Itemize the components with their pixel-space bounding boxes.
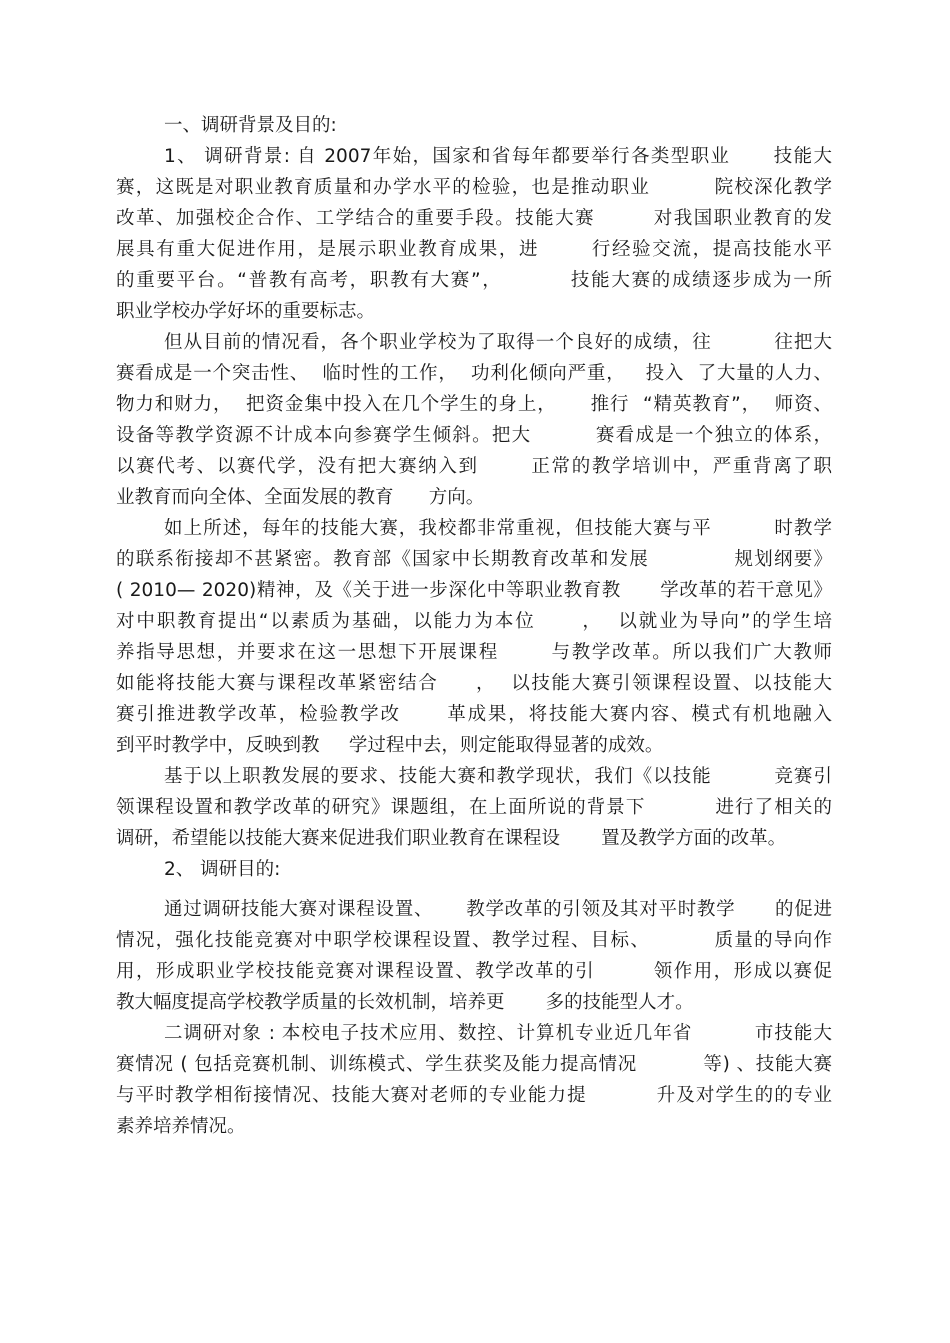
- paragraph-line: 1、 调研背景: 自 2007年始，国家和省每年都要举行各类型职业 技能大: [164, 146, 832, 167]
- paragraph-line: 赛情况 ( 包括竞赛机制、训练模式、学生获奖及能力提高情况 等) 、技能大赛: [116, 1054, 832, 1075]
- paragraph-line: 展具有重大促进作用，是展示职业教育成果，进 行经验交流，提高技能水平: [116, 239, 832, 260]
- paragraph-line: 养指导思想，并要求在这一思想下开展课程 与教学改革。所以我们广大教师: [116, 642, 832, 663]
- paragraph-line: 基于以上职教发展的要求、技能大赛和教学现状，我们《以技能 竞赛引: [164, 766, 832, 787]
- paragraph-line: 素养培养情况。: [116, 1116, 246, 1137]
- paragraph-research-subjects: [116, 1018, 832, 1142]
- paragraph-research-group: [116, 761, 832, 854]
- paragraph-line: 赛，这既是对职业教育质量和办学水平的检验，也是推动职业 院校深化教学: [116, 177, 832, 198]
- paragraph-line: ( 2010— 2020)精神，及《关于进一步深化中等职业教育教 学改革的若干意见》: [116, 580, 832, 601]
- paragraph-line: 但从目前的情况看，各个职业学校为了取得一个良好的成绩，往 往把大: [164, 332, 832, 353]
- paragraph-line: 赛看成是一个突击性、 临时性的工作， 功利化倾向严重， 投入 了大量的人力、: [116, 363, 832, 384]
- paragraph-line: 通过调研技能大赛对课程设置、 教学改革的引领及其对平时教学 的促进: [164, 899, 832, 920]
- paragraph-line: 与平时教学相衔接情况、技能大赛对老师的专业能力提 升及对学生的的专业: [116, 1085, 832, 1106]
- paragraph-line: 业教育而向全体、全面发展的教育 方向。: [116, 487, 485, 508]
- paragraph-line: 如能将技能大赛与课程改革紧密结合 ， 以技能大赛引领课程设置、以技能大: [116, 673, 832, 694]
- paragraph-line: 领课程设置和教学改革的研究》课题组，在上面所说的背景下 进行了相关的: [116, 797, 832, 818]
- paragraph-line: 调研，希望能以技能大赛来促进我们职业教育在课程设 置及教学方面的改革。: [116, 828, 787, 849]
- paragraph-line: 对中职教育提出“以素质为基础，以能力为本位 ， 以就业为导向”的学生培: [116, 611, 832, 632]
- paragraph-policy-context: [116, 513, 832, 761]
- paragraph-line: 用，形成职业学校技能竞赛对课程设置、教学改革的引 领作用，形成以赛促: [116, 961, 832, 982]
- spacer: [116, 885, 832, 894]
- paragraph-line: 以赛代考、以赛代学，没有把大赛纳入到 正常的教学培训中，严重背离了职: [116, 456, 832, 477]
- section-heading-background-purpose: 一、调研背景及目的:: [164, 115, 337, 136]
- subheading-research-purpose: 2、 调研目的:: [164, 859, 281, 880]
- paragraph-research-purpose: [116, 894, 832, 1018]
- paragraph-line: 物力和财力， 把资金集中投入在几个学生的身上， 推行 “精英教育”， 师资、: [116, 394, 832, 415]
- paragraph-line: 的重要平台。“普教有高考，职教有大赛”， 技能大赛的成绩逐步成为一所: [116, 270, 832, 291]
- document-page: [116, 110, 832, 1142]
- paragraph-line: 设备等教学资源不计成本向参赛学生倾斜。把大 赛看成是一个独立的体系，: [116, 425, 832, 446]
- paragraph-line: 到平时教学中，反映到教 学过程中去，则定能取得显著的成效。: [116, 735, 664, 756]
- paragraph-line: 教大幅度提高学校教学质量的长效机制，培养更 多的技能型人才。: [116, 992, 694, 1013]
- paragraph-current-situation: [116, 327, 832, 513]
- paragraph-line: 职业学校办学好坏的重要标志。: [116, 301, 376, 322]
- paragraph-line: 赛引推进教学改革，检验教学改 革成果，将技能大赛内容、模式有机地融入: [116, 704, 832, 725]
- paragraph-line: 如上所述，每年的技能大赛，我校都非常重视，但技能大赛与平 时教学: [164, 518, 832, 539]
- paragraph-line: 的联系衔接却不甚紧密。教育部《国家中长期教育改革和发展 规划纲要》: [116, 549, 832, 570]
- paragraph-line: 二调研对象 : 本校电子技术应用、数控、计算机专业近几年省 市技能大: [164, 1023, 832, 1044]
- paragraph-research-background: [116, 141, 832, 327]
- paragraph-line: 改革、加强校企合作、工学结合的重要手段。技能大赛 对我国职业教育的发: [116, 208, 832, 229]
- paragraph-line: 情况，强化技能竞赛对中职学校课程设置、教学过程、目标、 质量的导向作: [116, 930, 832, 951]
